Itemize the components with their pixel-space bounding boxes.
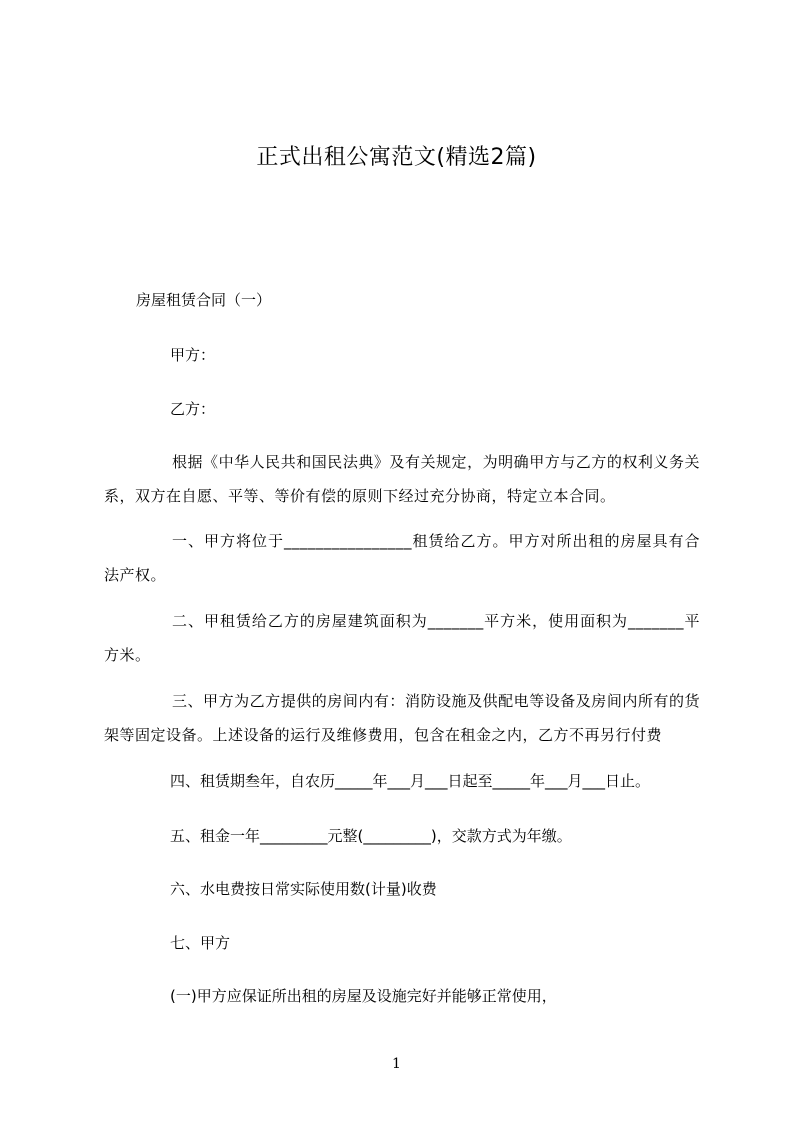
clause-4-line: 四、租赁期叁年，自农历_____年___月___日起至_____年___月___日止。 <box>170 772 651 790</box>
document-title: 正式出租公寓范文(精选2篇) <box>256 145 537 170</box>
clause-7-1-line: (一)甲方应保证所出租的房屋及设施完好并能够正常使用， <box>170 987 557 1005</box>
clause-5-line: 五、租金一年_________元整(_________)，交款方式为年缴。 <box>170 827 572 845</box>
paragraph-clause-1: 一、甲方将位于________________租赁给乙方。甲方对所出租的房屋具有合法产权。 <box>104 532 700 584</box>
party-b-label: 乙方： <box>170 400 216 418</box>
paragraph-clause-3: 三、甲方为乙方提供的房间内有：消防设施及供配电等设备及房间内所有的货架等固定设备。上述设备的运行及维修费用，包含在租金之内，乙方不再另行付费 <box>104 692 700 744</box>
section-heading: 房屋租赁合同（一） <box>136 291 272 309</box>
paragraph-basis: 根据《中华人民共和国民法典》及有关规定，为明确甲方与乙方的权利义务关系，双方在自愿、平等、等价有偿的原则下经过充分协商，特定立本合同。 <box>104 453 700 505</box>
paragraph-clause-2: 二、甲租赁给乙方的房屋建筑面积为_______平方米，使用面积为_______平方米。 <box>104 612 700 664</box>
page-number: 1 <box>392 1056 401 1072</box>
party-a-label: 甲方： <box>170 346 216 364</box>
clause-7-line: 七、甲方 <box>170 934 231 952</box>
clause-6-line: 六、水电费按日常实际使用数(计量)收费 <box>170 880 437 898</box>
